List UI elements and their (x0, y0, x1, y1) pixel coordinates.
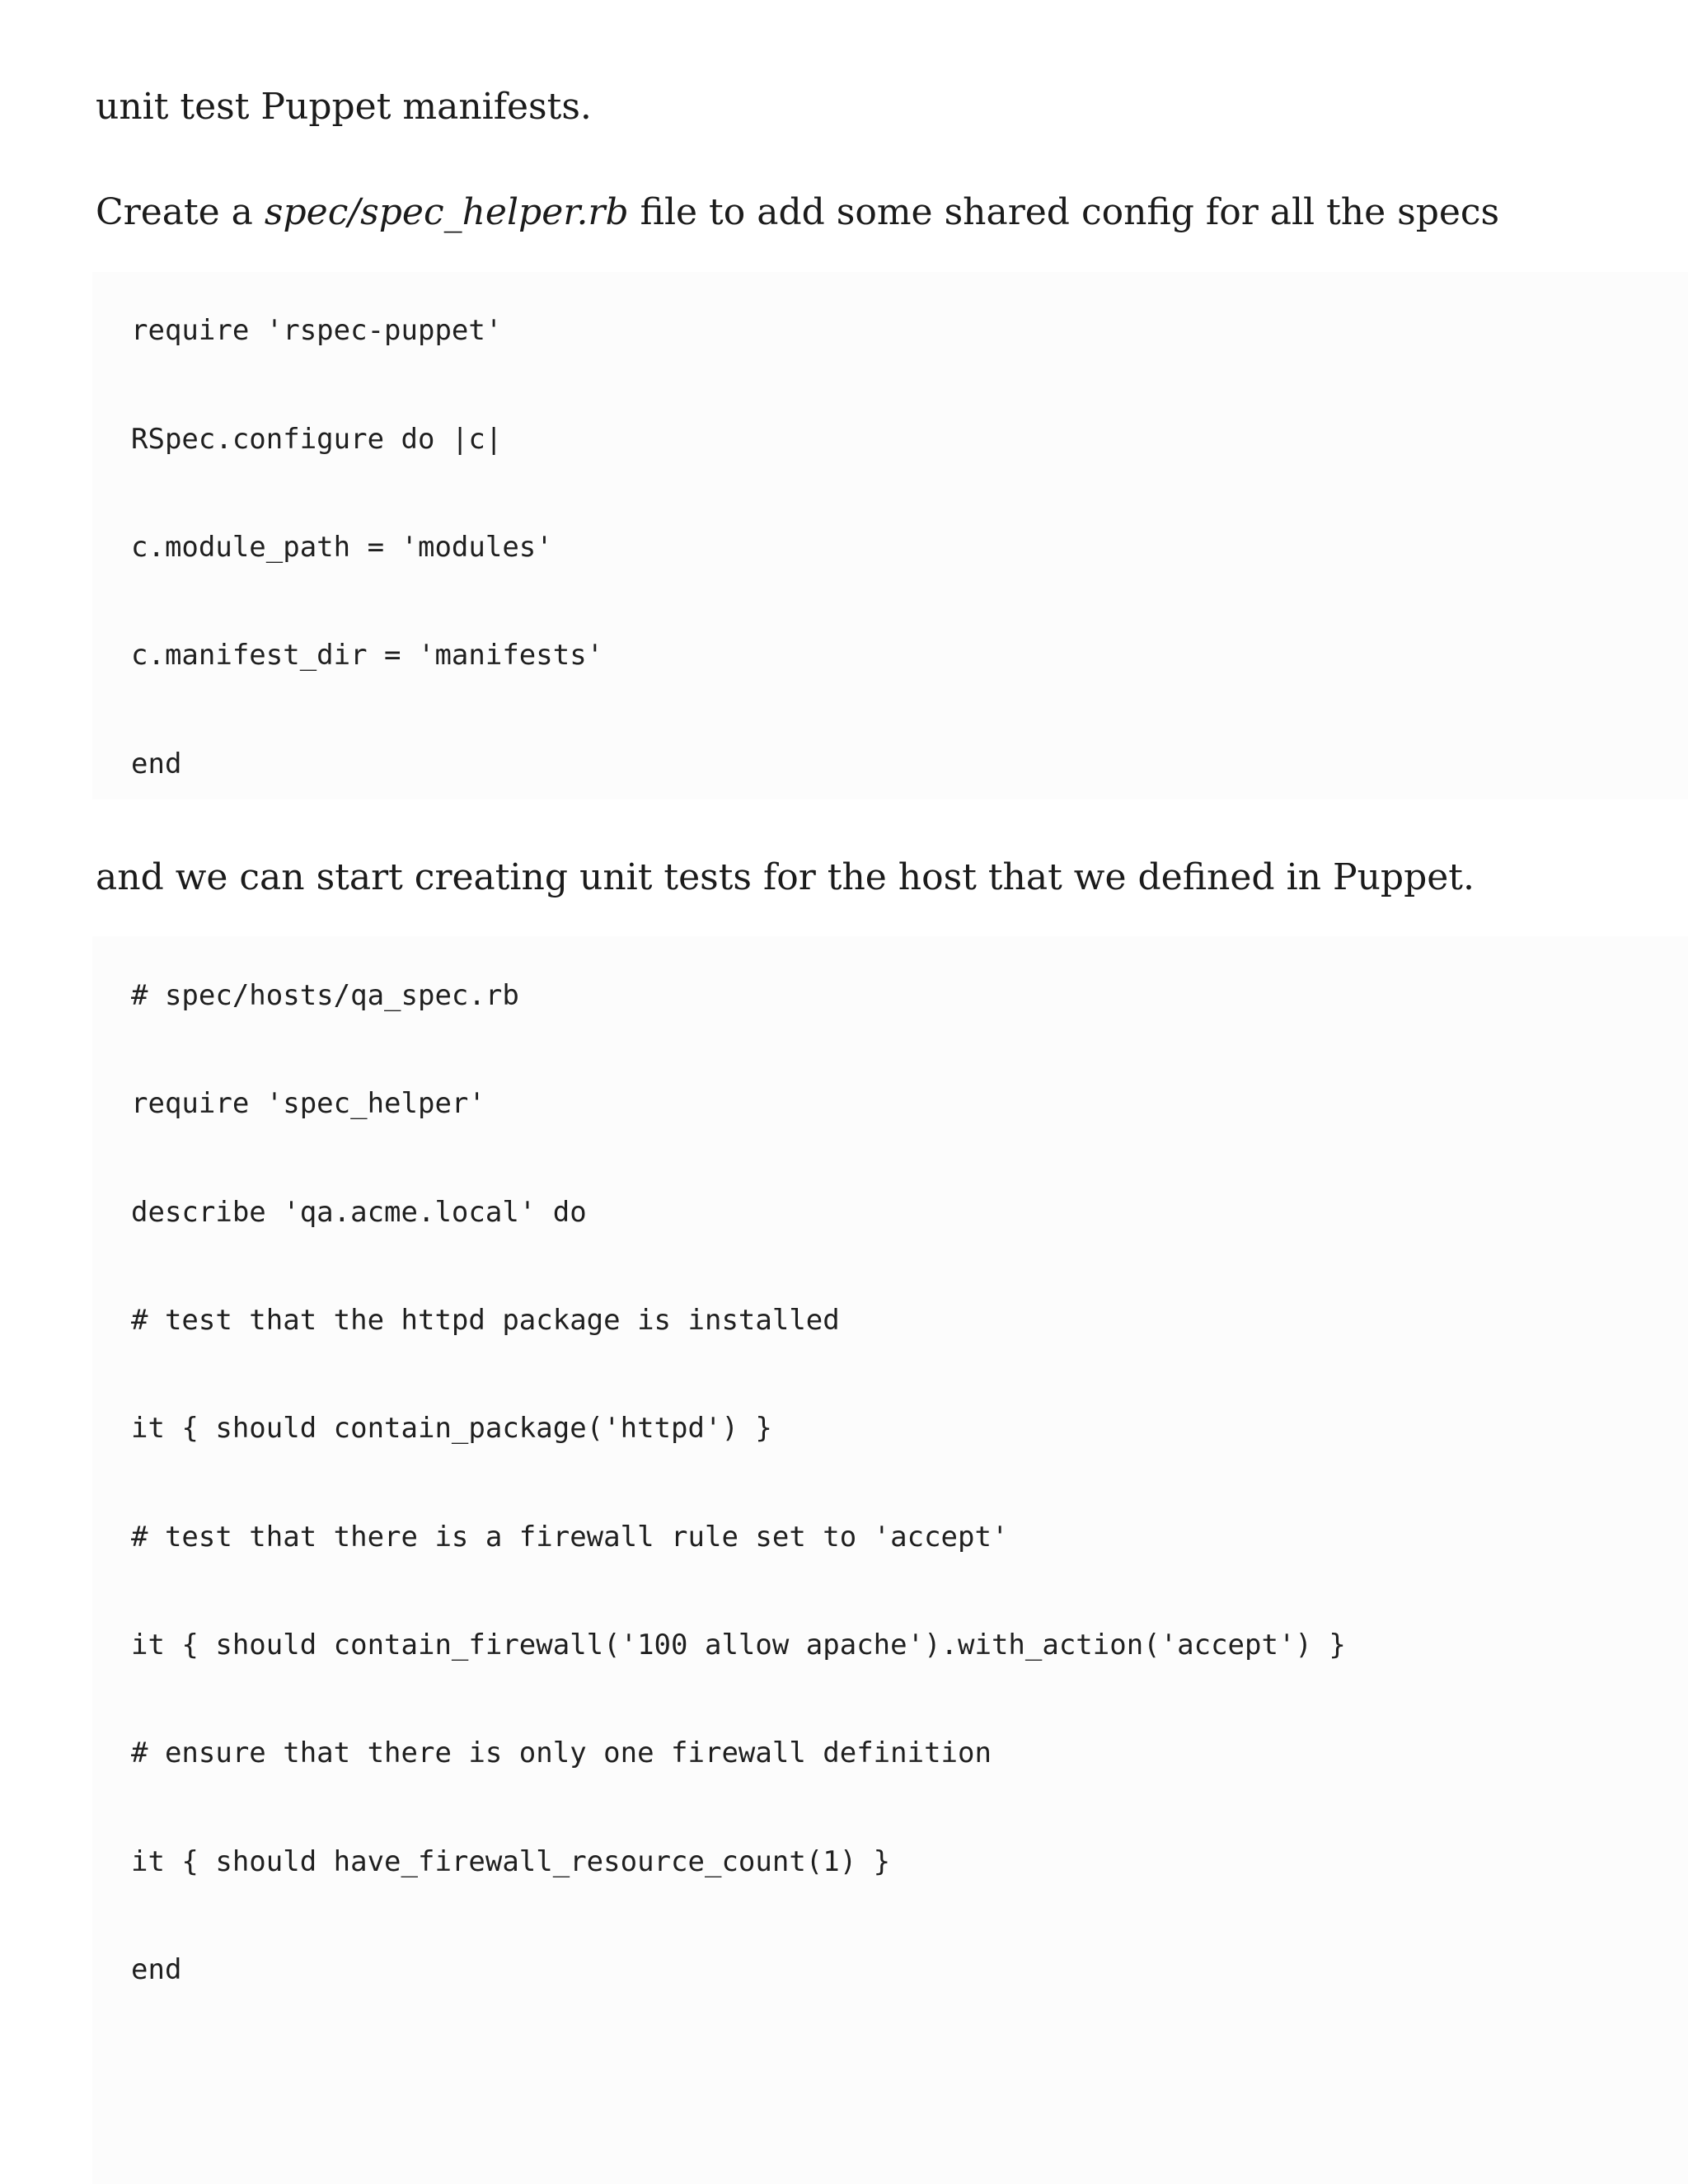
code-line: # test that there is a firewall rule set to 'accept' (131, 1521, 1009, 1554)
code-line: RSpec.configure do |c| (131, 423, 503, 456)
code-line: c.module_path = 'modules' (131, 531, 553, 564)
spec-helper-intro-paragraph (96, 188, 1499, 237)
code-line: # spec/hosts/qa_spec.rb (131, 979, 519, 1012)
intro-paragraph: unit test Puppet manifests. (96, 86, 592, 128)
code-line: end (131, 1953, 182, 1986)
code-line: end (131, 748, 182, 780)
code-line: require 'spec_helper' (131, 1087, 485, 1120)
spec-helper-code-block (92, 272, 1688, 799)
code-line: it { should contain_firewall('100 allow apache').with_action('accept') } (131, 1629, 1346, 1661)
code-line: describe 'qa.acme.local' do (131, 1196, 587, 1229)
unit-tests-intro-paragraph: and we can start creating unit tests for the host that we defined in Puppet. (96, 856, 1475, 898)
spec-helper-intro-prefix: Create a (96, 191, 265, 233)
code-line: # ensure that there is only one firewall definition (131, 1736, 992, 1769)
code-line: it { should have_firewall_resource_count(1) } (131, 1845, 891, 1878)
code-line: it { should contain_package('httpd') } (131, 1412, 772, 1445)
spec-helper-intro-suffix: file to add some shared config for all the specs (628, 191, 1500, 233)
spec-helper-filename: spec/spec_helper.rb (264, 191, 629, 233)
code-line: require 'rspec-puppet' (131, 314, 503, 347)
code-line: c.manifest_dir = 'manifests' (131, 639, 604, 672)
qa-spec-code-block (92, 936, 1688, 2184)
code-line: # test that the httpd package is installed (131, 1304, 840, 1337)
